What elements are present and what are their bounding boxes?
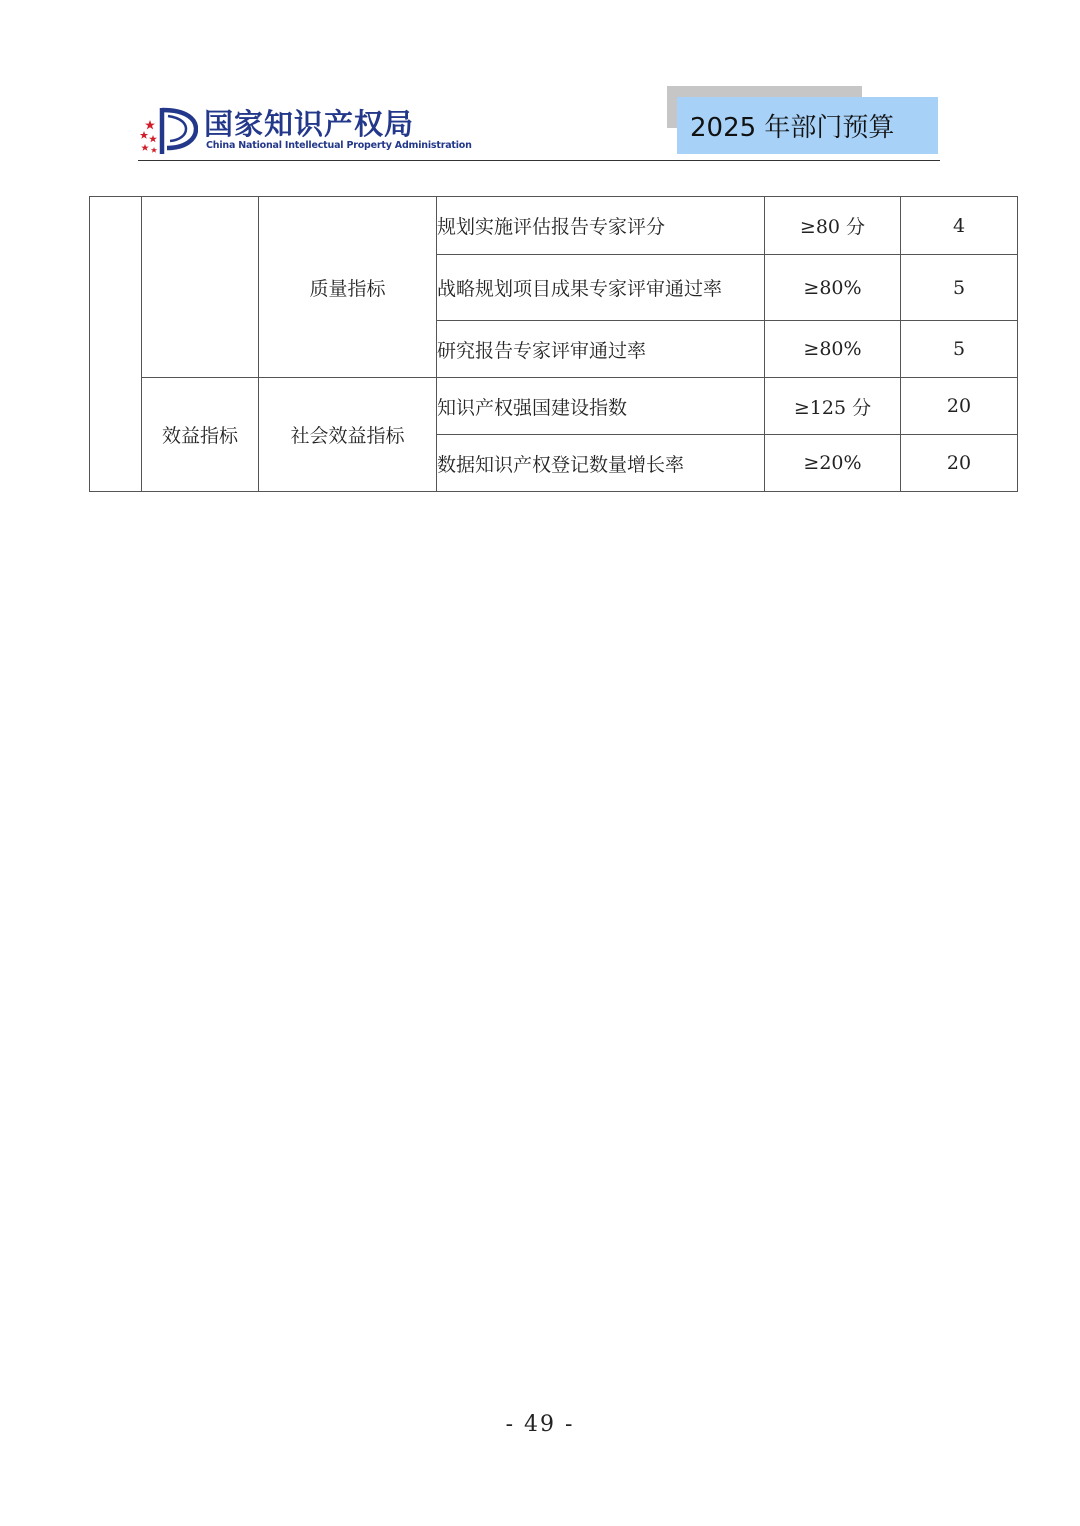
cnipa-logo-icon bbox=[136, 104, 198, 156]
indicator-name-cell: 数据知识产权登记数量增长率 bbox=[437, 435, 765, 492]
performance-indicator-table bbox=[89, 196, 1018, 492]
score-cell: 20 bbox=[901, 378, 1018, 435]
indicator-name-cell: 规划实施评估报告专家评分 bbox=[437, 197, 765, 255]
level2-indicator-cell: 质量指标 bbox=[259, 197, 437, 378]
level2-indicator-cell: 社会效益指标 bbox=[259, 378, 437, 492]
page-header bbox=[0, 0, 1080, 170]
score-cell: 5 bbox=[901, 255, 1018, 321]
header-divider bbox=[138, 160, 940, 161]
score-cell: 20 bbox=[901, 435, 1018, 492]
score-cell: 5 bbox=[901, 321, 1018, 378]
target-value-cell: ≥125 分 bbox=[765, 378, 901, 435]
target-value-cell: ≥20% bbox=[765, 435, 901, 492]
indicator-name-cell: 战略规划项目成果专家评审通过率 bbox=[437, 255, 765, 321]
target-value-cell: ≥80 分 bbox=[765, 197, 901, 255]
doc-title-tab: 2025 年部门预算 bbox=[677, 97, 938, 154]
indicator-name-cell: 研究报告专家评审通过率 bbox=[437, 321, 765, 378]
target-value-cell: ≥80% bbox=[765, 321, 901, 378]
org-name-en: China National Intellectual Property Administration bbox=[206, 140, 472, 151]
level1-indicator-cell bbox=[142, 197, 259, 378]
indicator-name-cell: 知识产权强国建设指数 bbox=[437, 378, 765, 435]
table-row bbox=[90, 197, 1018, 255]
page-number: - 49 - bbox=[505, 1412, 575, 1437]
score-cell: 4 bbox=[901, 197, 1018, 255]
level1-indicator-cell: 效益指标 bbox=[142, 378, 259, 492]
org-name-cn: 国家知识产权局 bbox=[204, 107, 415, 141]
target-value-cell: ≥80% bbox=[765, 255, 901, 321]
category-cell bbox=[90, 197, 142, 492]
table-row bbox=[90, 378, 1018, 435]
